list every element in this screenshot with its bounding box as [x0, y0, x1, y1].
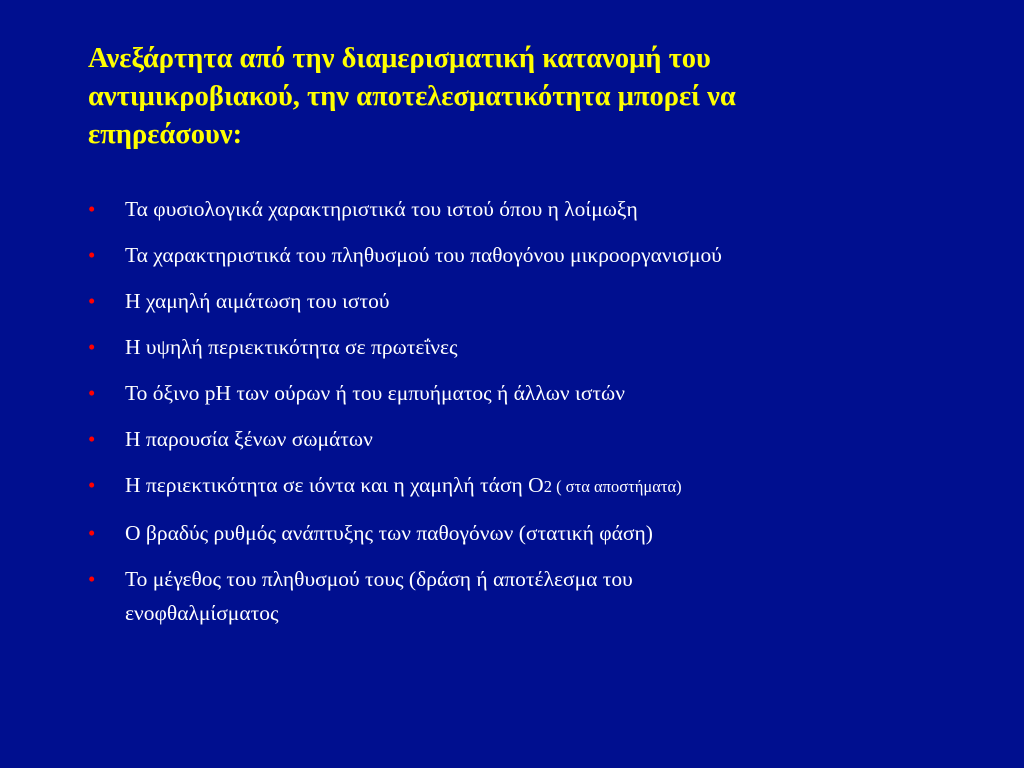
bullet-item [88, 562, 968, 630]
bullet-dot-icon: • [88, 197, 96, 221]
bullet-text: Η χαμηλή αιμάτωση του ιστού [125, 289, 390, 313]
slide-title [88, 40, 988, 154]
bullet-text: Η παρουσία ξένων σωμάτων [125, 427, 373, 451]
bullet-text: Η υψηλή περιεκτικότητα σε πρωτεΐνες [125, 335, 458, 359]
bullet-dot-icon: • [88, 521, 96, 545]
bullet-item [88, 422, 968, 456]
bullet-item [88, 376, 968, 410]
bullet-text: Η περιεκτικότητα σε ιόντα και η χαμηλή τάση O [125, 473, 544, 497]
bullet-text: Ο βραδύς ρυθμός ανάπτυξης των παθογόνων (στατική φάση) [125, 521, 653, 545]
bullet-dot-icon: • [88, 335, 96, 359]
bullet-item [88, 238, 968, 272]
bullet-dot-icon: • [88, 427, 96, 451]
bullet-list [88, 192, 968, 642]
bullet-dot-icon: • [88, 381, 96, 405]
bullet-dot-icon: • [88, 473, 96, 497]
bullet-dot-icon: • [88, 243, 96, 267]
bullet-small-text: 2 ( στα αποστήματα) [543, 477, 682, 496]
bullet-text: Το μέγεθος του πληθυσμού τους (δράση ή αποτέλεσμα του [125, 567, 633, 591]
bullet-text: Τα φυσιολογικά χαρακτηριστικά του ιστού όπου η λοίμωξη [125, 197, 638, 221]
title-line: Ανεξάρτητα από την διαμερισματική κατανομή του [88, 43, 711, 74]
bullet-text: Τα χαρακτηριστικά του πληθυσμού του παθογόνου μικροοργανισμού [125, 243, 722, 267]
bullet-item [88, 330, 968, 364]
title-line: αντιμικροβιακού, την αποτελεσματικότητα μπορεί να [88, 81, 736, 112]
bullet-item [88, 516, 968, 550]
bullet-item [88, 192, 968, 226]
title-line: επηρεάσουν: [88, 119, 243, 150]
bullet-dot-icon: • [88, 289, 96, 313]
bullet-continuation-text: ενοφθαλμίσματος [125, 601, 279, 625]
bullet-dot-icon: • [88, 567, 96, 591]
bullet-item [88, 468, 968, 504]
bullet-text: Το όξινο pH των ούρων ή του εμπυήματος ή άλλων ιστών [125, 381, 625, 405]
bullet-item [88, 284, 968, 318]
